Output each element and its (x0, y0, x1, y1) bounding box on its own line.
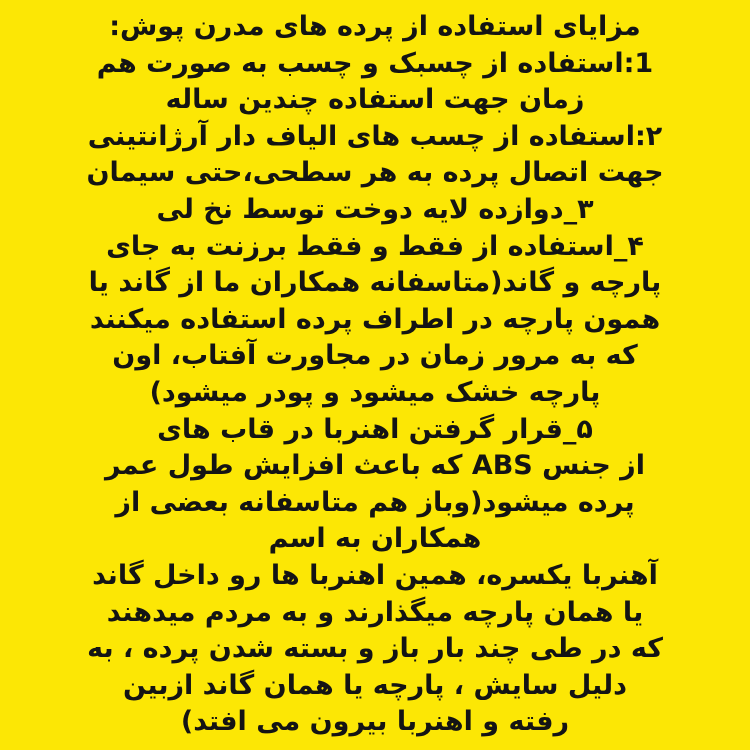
text-line: همون پارچه در اطراف پرده استفاده میکنند (89, 303, 661, 335)
text-line: آهنربا یکسره، همین اهنربا ها رو داخل گاند (92, 559, 658, 591)
text-line: همکاران به اسم (268, 523, 482, 555)
text-line: ۵_قرار گرفتن اهنربا در قاب های (157, 413, 593, 445)
text-line: ۲:استفاده از چسب های الیاف دار آرژانتینی (87, 120, 663, 152)
text-line: ۳_دوازده لایه دوخت توسط نخ لی (156, 194, 594, 226)
text-line: رفته و اهنربا بیرون می افتد) (180, 706, 570, 738)
text-line: زمان جهت استفاده چندین ساله (165, 84, 585, 116)
text-line: پارچه و گاند(متاسفانه همکاران ما از گاند یا (88, 267, 662, 299)
text-line: یا همان پارچه میگذارند و به مردم میدهند (106, 596, 644, 628)
text-line: پرده میشود(وباز هم متاسفانه بعضی از (115, 486, 635, 518)
text-line: 1:استفاده از چسبک و چسب به صورت هم (96, 47, 654, 79)
text-line: ۴_استفاده از فقط و فقط برزنت به جای (106, 230, 644, 262)
text-line: پارچه خشک میشود و پودر میشود) (149, 377, 601, 408)
text-line: که در طی چند بار باز و بسته شدن پرده ، به (87, 633, 663, 665)
text-line: از جنس ABS که باعث افزایش طول عمر (105, 450, 645, 482)
post-title-line: مزایای استفاده از پرده های مدرن پوش: (109, 11, 641, 43)
text-line: دلیل سایش ، پارچه یا همان گاند ازبین (123, 669, 627, 701)
text-line: جهت اتصال پرده به هر سطحی،حتی سیمان (86, 157, 664, 189)
text-line: که به مرور زمان در مجاورت آفتاب، اون (112, 340, 638, 372)
